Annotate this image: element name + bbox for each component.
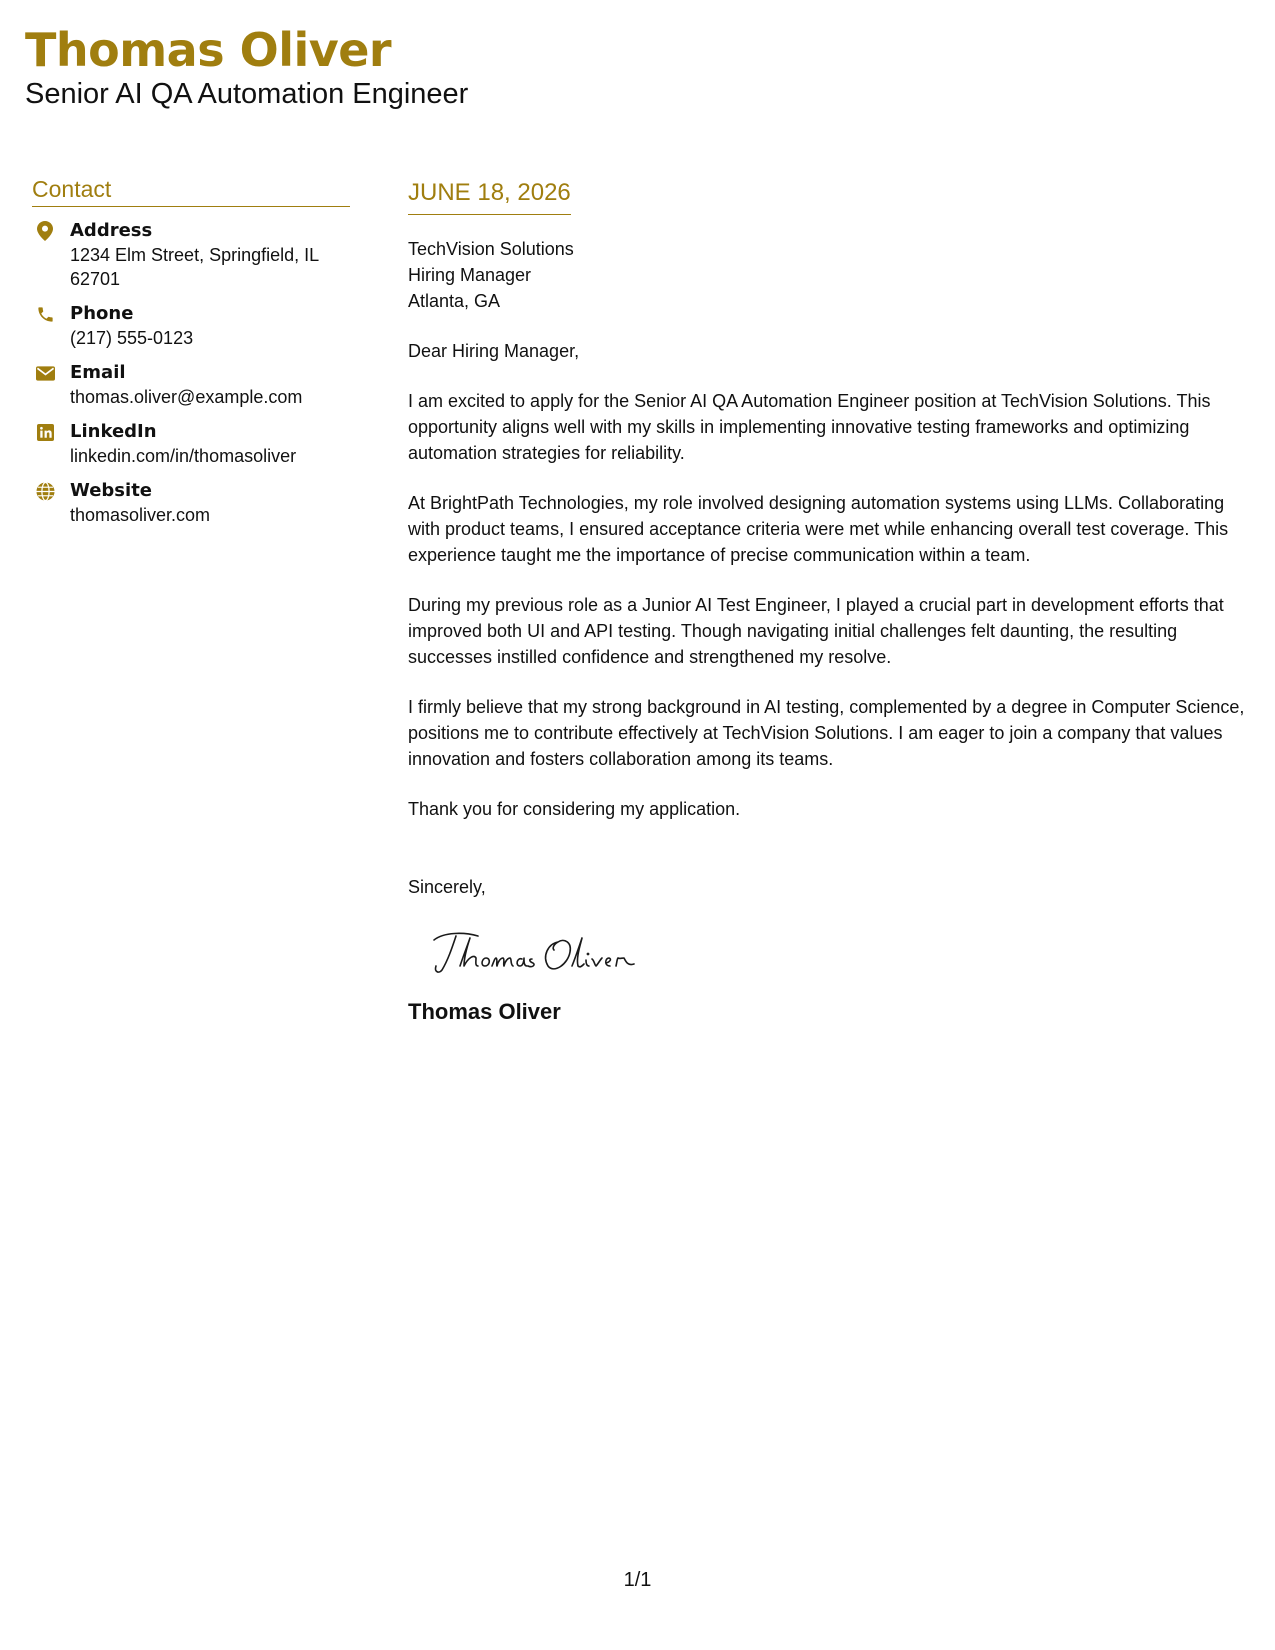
contact-value-linkedin: linkedin.com/in/thomasoliver [70, 446, 297, 466]
closing-line: Thank you for considering my application. [408, 799, 741, 819]
envelope-icon [34, 362, 56, 384]
letter-date: JUNE 18, 2026 [408, 178, 571, 215]
contact-item-email [32, 361, 350, 409]
header [25, 22, 468, 112]
contact-value-address: 1234 Elm Street, Springfield, IL 62701 [70, 245, 319, 289]
applicant-name: Thomas Oliver [25, 23, 392, 77]
handwritten-signature [430, 926, 650, 978]
contact-value-email: thomas.oliver@example.com [70, 387, 303, 407]
contact-label-website: Website [70, 480, 153, 501]
contact-label-email: Email [70, 362, 126, 383]
map-pin-icon [34, 220, 56, 242]
recipient-location: Atlanta, GA [408, 291, 501, 311]
contact-list [32, 219, 350, 527]
letter-paragraph: I am excited to apply for the Senior AI QA Automation Engineer position at TechVision Solutions. This opportunity aligns well with my skills in implementing innovative testing frameworks and optimizing automation strategies for reliability. [408, 391, 1211, 463]
signer-name: Thomas Oliver [408, 999, 561, 1024]
contact-sidebar [32, 175, 350, 538]
contact-label-linkedin: LinkedIn [70, 421, 157, 442]
contact-label-phone: Phone [70, 303, 134, 324]
letter-paragraph: I firmly believe that my strong background in AI testing, complemented by a degree in Computer Science, positions me to contribute effectively at TechVision Solutions. I am eager to join a company that values innovation and fosters collaboration among its teams. [408, 697, 1245, 769]
salutation: Dear Hiring Manager, [408, 341, 580, 361]
contact-item-phone [32, 302, 350, 350]
contact-label-address: Address [70, 220, 153, 241]
contact-item-address [32, 219, 350, 291]
recipient-block [408, 236, 1248, 314]
signoff: Sincerely, [408, 877, 486, 897]
recipient-company: TechVision Solutions [408, 239, 574, 259]
contact-value-phone: (217) 555-0123 [70, 328, 194, 348]
phone-icon [34, 303, 56, 325]
linkedin-icon [34, 421, 56, 443]
globe-icon [34, 480, 56, 502]
letter-body [408, 178, 1248, 1026]
recipient-role: Hiring Manager [408, 265, 532, 285]
letter-paragraph: At BrightPath Technologies, my role involved designing automation systems using LLMs. Collaborating with product teams, I ensured acceptance criteria were met while enhancing overall test coverage. This experience taught me the importance of precise communication within a team. [408, 493, 1229, 565]
page-number: 1/1 [623, 1569, 652, 1591]
contact-section-title: Contact [32, 175, 350, 207]
job-title: Senior AI QA Automation Engineer [25, 78, 469, 110]
letter-paragraph: During my previous role as a Junior AI Test Engineer, I played a crucial part in development efforts that improved both UI and API testing. Though navigating initial challenges felt daunting, the resulting successes instilled confidence and strengthened my resolve. [408, 595, 1224, 667]
contact-value-website: thomasoliver.com [70, 505, 211, 525]
contact-item-linkedin [32, 420, 350, 468]
contact-item-website [32, 479, 350, 527]
